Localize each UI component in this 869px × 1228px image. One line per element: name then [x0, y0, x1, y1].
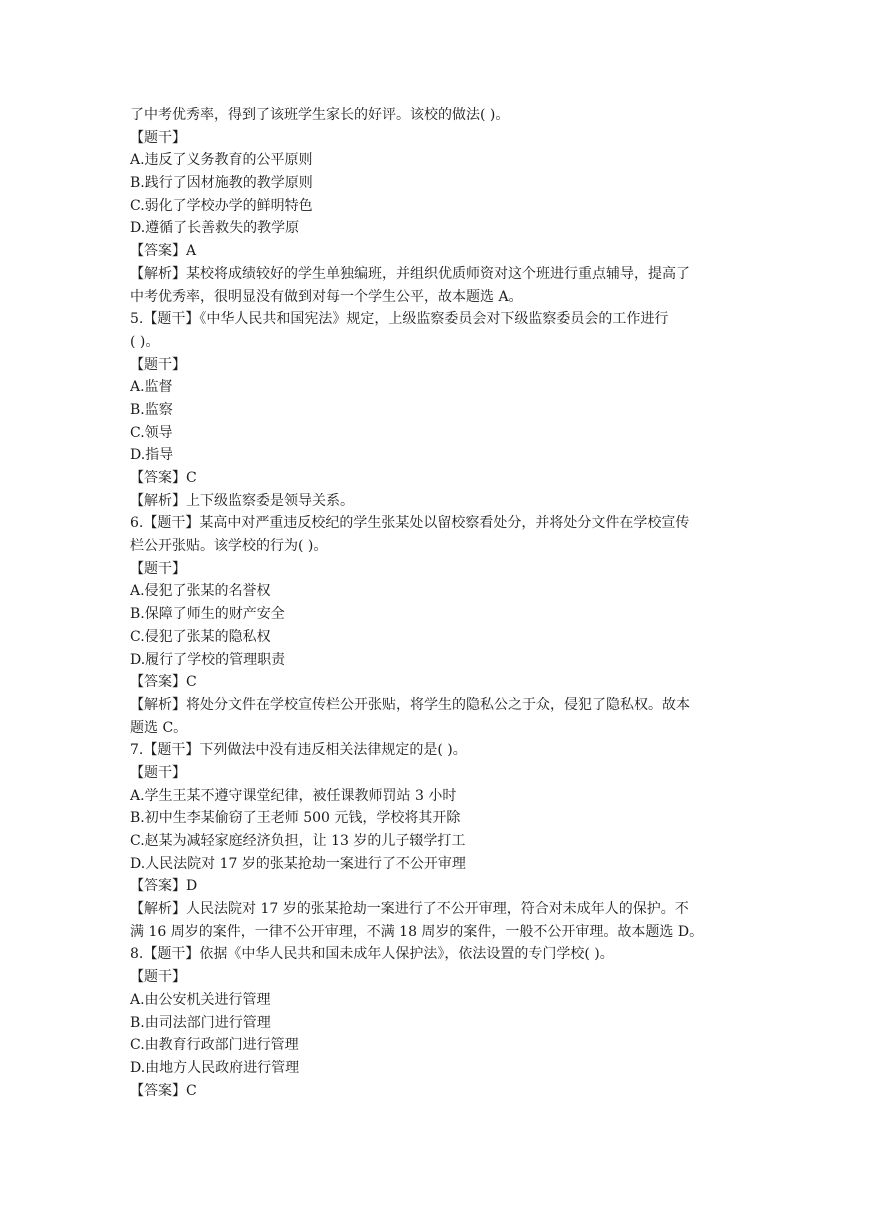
- option-b: B.初中生李某偷窃了王老师 500 元钱，学校将其开除: [130, 810, 461, 827]
- option-d: D.遵循了长善救失的教学原: [130, 220, 300, 237]
- stem-label: 【题干】: [130, 560, 186, 577]
- option-c: C.弱化了学校办学的鲜明特色: [130, 197, 313, 214]
- explanation-line: 【解析】上下级监察委是领导关系。: [130, 492, 354, 509]
- question-stem: 7.【题干】下列做法中没有违反相关法律规定的是( )。: [130, 742, 467, 759]
- option-d: D.指导: [130, 447, 174, 464]
- question-6: [130, 512, 742, 739]
- option-b: B.监察: [130, 401, 173, 418]
- question-stem: 8.【题干】依据《中华人民共和国未成年人保护法》，依法设置的专门学校( )。: [130, 946, 614, 963]
- stem-label: 【题干】: [130, 129, 186, 146]
- answer: 【答案】A: [130, 243, 197, 260]
- question-4-tail: [130, 104, 742, 308]
- question-stem-continuation: 了中考优秀率，得到了该班学生家长的好评。该校的做法( )。: [130, 107, 510, 123]
- explanation-line: 【解析】某校将成绩较好的学生单独编班，并组织优质师资对这个班进行重点辅导，提高了: [130, 265, 690, 282]
- explanation-line: 中考优秀率，很明显没有做到对每一个学生公平，故本题选 A。: [130, 288, 523, 305]
- answer: 【答案】C: [130, 1082, 197, 1099]
- question-stem-continuation: ( )。: [130, 333, 160, 350]
- option-c: C.由教育行政部门进行管理: [130, 1037, 299, 1054]
- option-a: A.违反了义务教育的公平原则: [130, 152, 313, 169]
- option-b: B.由司法部门进行管理: [130, 1014, 271, 1031]
- option-a: A.监督: [130, 379, 173, 396]
- question-stem: 5.【题干】《中华人民共和国宪法》规定，上级监察委员会对下级监察委员会的工作进行: [130, 311, 669, 328]
- stem-label: 【题干】: [130, 764, 186, 781]
- option-a: A.侵犯了张某的名誉权: [130, 583, 271, 600]
- option-b: B.践行了因材施教的教学原则: [130, 175, 313, 192]
- answer: 【答案】D: [130, 878, 198, 895]
- option-c: C.赵某为减轻家庭经济负担，让 13 岁的儿子辍学打工: [130, 833, 466, 849]
- option-d: D.人民法院对 17 岁的张某抢劫一案进行了不公开审理: [130, 855, 466, 872]
- option-b: B.保障了师生的财产安全: [130, 606, 285, 623]
- question-stem-continuation: 栏公开张贴。该学校的行为( )。: [130, 538, 328, 555]
- question-8: [130, 943, 742, 1102]
- document-body: [130, 104, 742, 1102]
- option-c: C.领导: [130, 424, 173, 441]
- question-7: [130, 739, 742, 943]
- explanation-line: 题选 C。: [130, 719, 188, 736]
- question-stem: 6.【题干】某高中对严重违反校纪的学生张某处以留校察看处分，并将处分文件在学校宣传: [130, 515, 690, 532]
- answer: 【答案】C: [130, 674, 197, 691]
- option-c: C.侵犯了张某的隐私权: [130, 628, 271, 645]
- answer: 【答案】C: [130, 470, 197, 486]
- explanation-line: 【解析】将处分文件在学校宣传栏公开张贴，将学生的隐私公之于众，侵犯了隐私权。故本: [130, 696, 690, 713]
- option-a: A.学生王某不遵守课堂纪律，被任课教师罚站 3 小时: [130, 787, 457, 804]
- stem-label: 【题干】: [130, 969, 186, 986]
- question-5: [130, 308, 742, 512]
- explanation-line: 满 16 周岁的案件，一律不公开审理，不满 18 周岁的案件，一般不公开审理。故本题选 D。: [130, 923, 704, 940]
- stem-label: 【题干】: [130, 356, 186, 373]
- explanation-line: 【解析】人民法院对 17 岁的张某抢劫一案进行了不公开审理，符合对未成年人的保护。不: [130, 901, 689, 918]
- option-a: A.由公安机关进行管理: [130, 991, 271, 1008]
- option-d: D.履行了学校的管理职责: [130, 651, 286, 668]
- option-d: D.由地方人民政府进行管理: [130, 1059, 300, 1076]
